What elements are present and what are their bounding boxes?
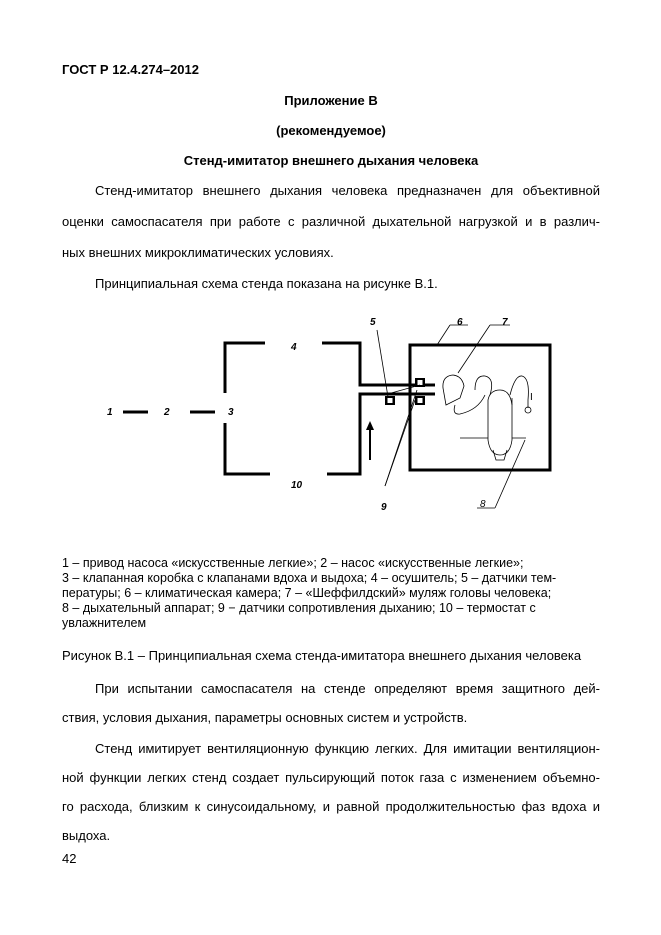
label-2: 2 <box>164 407 170 418</box>
paragraph-line: ных внешних микроклиматических условиях. <box>62 245 334 260</box>
legend-line: 8 – дыхательный аппарат; 9 − датчики сопротивления дыханию; 10 – термостат с <box>62 601 536 615</box>
label-8: 8 <box>480 499 486 510</box>
paragraph-line: ствия, условия дыхания, параметры основных систем и устройств. <box>62 710 468 725</box>
label-I: I <box>530 392 533 403</box>
label-6: 6 <box>457 317 463 328</box>
paragraph-line: Стенд-имитатор внешнего дыхания человека предназначен для объективной <box>95 183 600 198</box>
paragraph-line: При испытании самоспасателя на стенде определяют время защитного дей- <box>95 681 600 696</box>
paragraph-line: Принципиальная схема стенда показана на рисунке В.1. <box>95 276 438 291</box>
paragraph-line: оценки самоспасателя при работе с различной дыхательной нагрузкой и в различ- <box>62 214 600 229</box>
appendix-title: Приложение В <box>284 93 378 108</box>
document-header: ГОСТ Р 12.4.274–2012 <box>62 62 199 77</box>
legend-line: 3 – клапанная коробка с клапанами вдоха и выдоха; 4 – осушитель; 5 – датчики тем- <box>62 571 557 585</box>
label-9: 9 <box>381 502 387 513</box>
head-and-apparatus-drawing <box>384 375 531 460</box>
label-1: 1 <box>107 407 113 418</box>
legend-line: 1 – привод насоса «искусственные легкие»; 2 – насос «искусственные легкие»; <box>62 556 524 570</box>
paragraph-line: го расхода, близким к синусоидальному, и равной продолжительностью фаз вдоха и <box>62 799 600 814</box>
arrow-up-icon <box>366 421 374 460</box>
pump-assembly-lines <box>123 343 550 474</box>
paragraph-line: Стенд имитирует вентиляционную функцию легких. Для имитации вентиляцион- <box>95 741 600 756</box>
label-5: 5 <box>370 317 376 328</box>
legend-line: пературы; 6 – климатическая камера; 7 – «Шеффилдский» муляж головы человека; <box>62 586 552 600</box>
leader-lines <box>377 325 525 508</box>
label-4: 4 <box>291 342 297 353</box>
legend-line: увлажнителем <box>62 616 147 630</box>
label-7: 7 <box>502 317 508 328</box>
label-3: 3 <box>228 407 234 418</box>
paragraph-line: выдоха. <box>62 828 111 843</box>
page-number: 42 <box>62 851 77 866</box>
appendix-type: (рекомендуемое) <box>276 123 386 138</box>
figure-caption: Рисунок В.1 – Принципиальная схема стенда-имитатора внешнего дыхания человека <box>62 648 582 663</box>
section-title: Стенд-имитатор внешнего дыхания человека <box>183 153 479 168</box>
label-10: 10 <box>291 480 303 491</box>
paragraph-line: ной функции легких стенд создает пульсирующий поток газа с изменением объемно- <box>62 770 600 785</box>
schematic-diagram <box>90 310 570 520</box>
